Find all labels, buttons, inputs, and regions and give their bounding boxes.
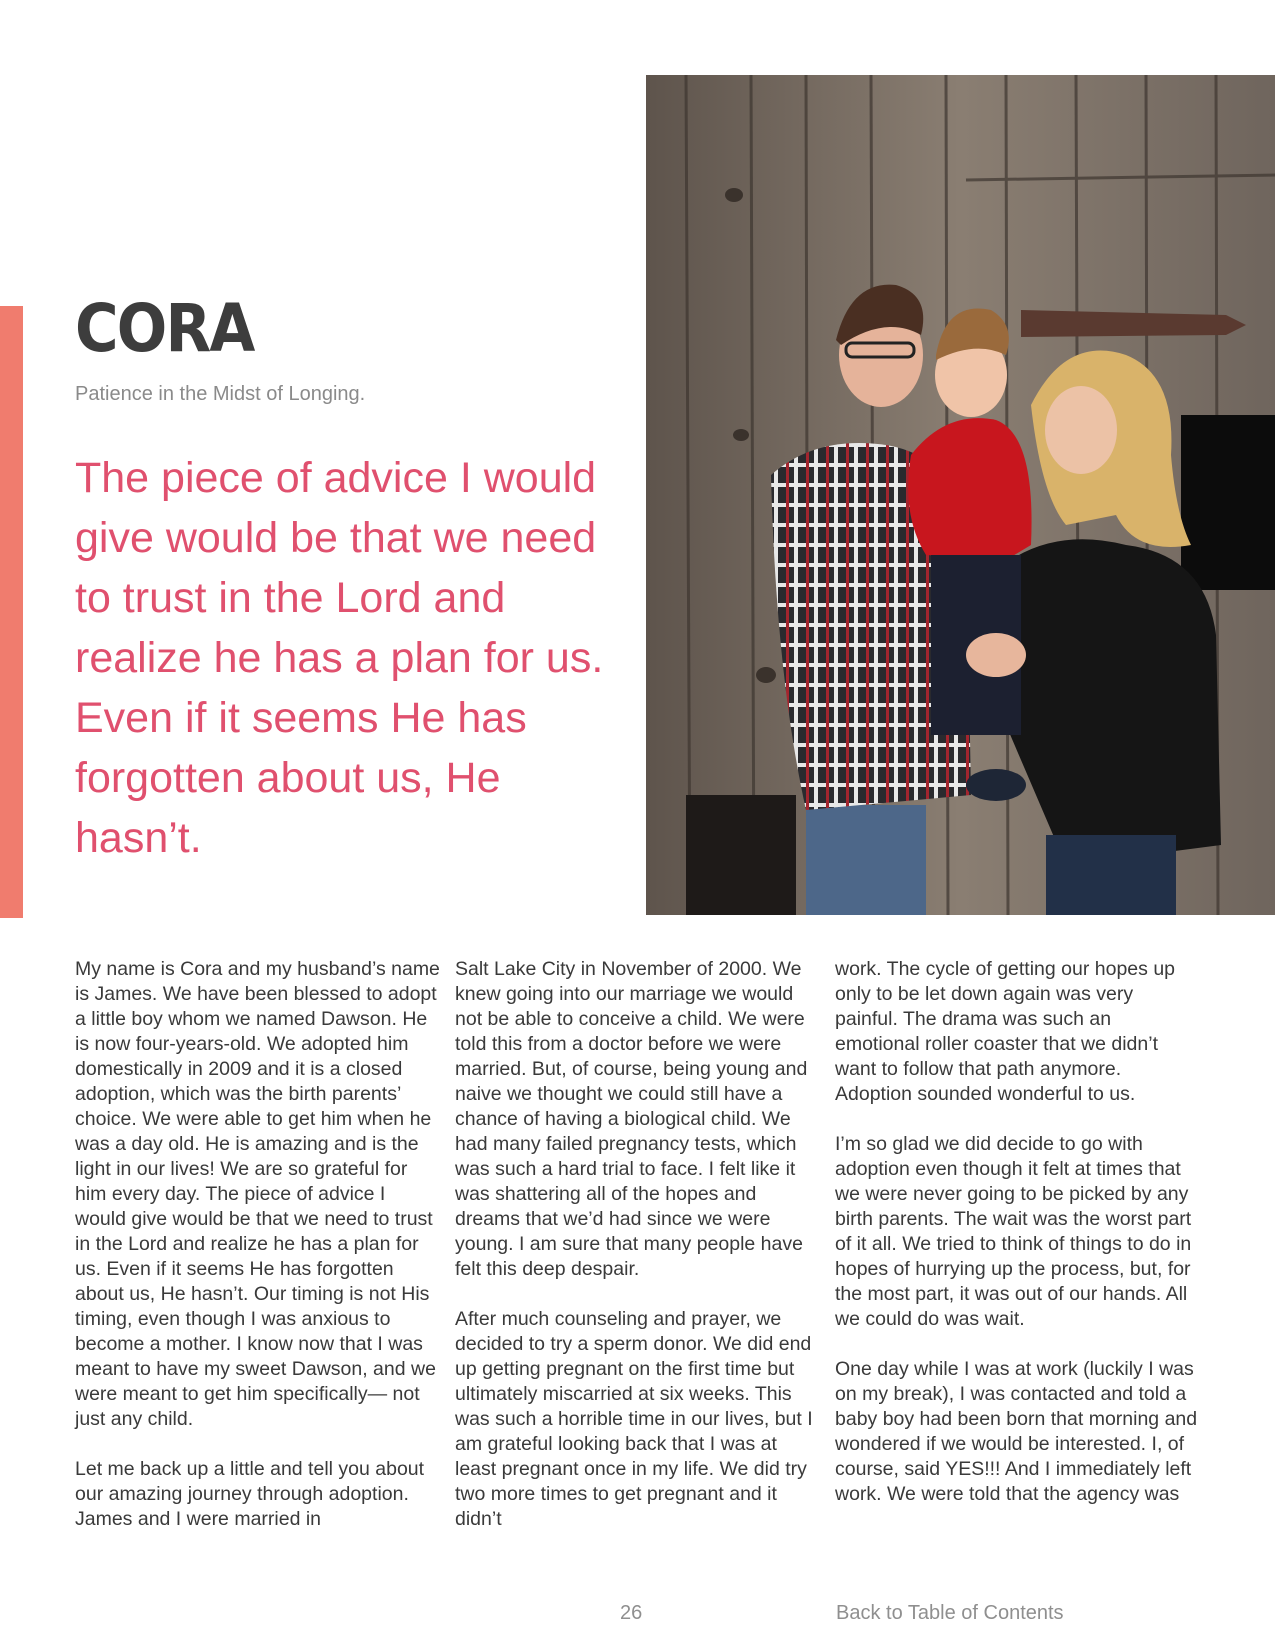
paragraph: My name is Cora and my husband’s name is James. We have been blessed to adopt a little boy whom we named Dawson. He is now four-years-old. We adopted him domestically in 2009 and it is a closed adoption, which was the birth parents’ choice. We were able to get him when he was a day old. He is amazing and is the light in our lives! We are so grateful for him every day. The piece of advice I would give would be that we need to trust in the Lord and realize he has a plan for us. Even if it seems He has forgotten about us, He hasn’t. Our timing is not His timing, even though I was anxious to become a mother. I know now that I was meant to have my sweet Dawson, and we were meant to get him specifically— not just any child. [75,958,440,1430]
body-column-1 [75,957,440,1557]
paragraph: I’m so glad we did decide to go with adoption even though it felt at times that we were never going to be picked by any birth parents. The wait was the worst part of it all. We tried to think of things to do in hopes of hurrying up the process, but, for the most part, it was out of our hands. All we could do was wait. [835,1133,1192,1330]
family-photo [646,75,1275,915]
back-to-contents-link[interactable]: Back to Table of Contents [836,1602,1064,1624]
body-column-2 [455,957,820,1557]
subtitle: Patience in the Midst of Longing. [75,383,366,405]
accent-bar [0,306,23,918]
paragraph: Let me back up a little and tell you about our amazing journey through adoption. James and I were married in [75,1458,425,1530]
page-number: 26 [620,1602,643,1624]
family-photo-icon [646,75,1275,915]
pull-quote: The piece of advice I would give would be that we need to trust in the Lord and realize he has a plan for us. Even if it seems He has forgotten about us, He hasn’t. [75,454,604,862]
page-title: CORA [75,290,254,367]
paragraph: work. The cycle of getting our hopes up only to be let down again was very painful. The drama was such an emotional roller coaster that we didn’t want to follow that path anymore. Adoption sounded wonderful to us. [835,958,1176,1105]
body-column-3 [835,957,1200,1532]
paragraph: One day while I was at work (luckily I was on my break), I was contacted and told a baby boy had been born that morning and wondered if we would be interested. I, of course, said YES!!! And I immediately left work. We were told that the agency was [835,1358,1198,1505]
paragraph: After much counseling and prayer, we decided to try a sperm donor. We did end up getting pregnant on the first time but ultimately miscarried at six weeks. This was such a horrible time in our lives, but I am grateful looking back that I was at least pregnant once in my life. We did try two more times to get pregnant and it didn’t [455,1308,813,1530]
paragraph: Salt Lake City in November of 2000. We knew going into our marriage we would not be able to conceive a child. We were told this from a doctor before we were married. But, of course, being young and naive we thought we could still have a chance of having a biological child. We had many failed pregnancy tests, which was such a hard trial to face. I felt like it was shattering all of the hopes and dreams that we’d had since we were young. I am sure that many people have felt this deep despair. [455,958,808,1280]
